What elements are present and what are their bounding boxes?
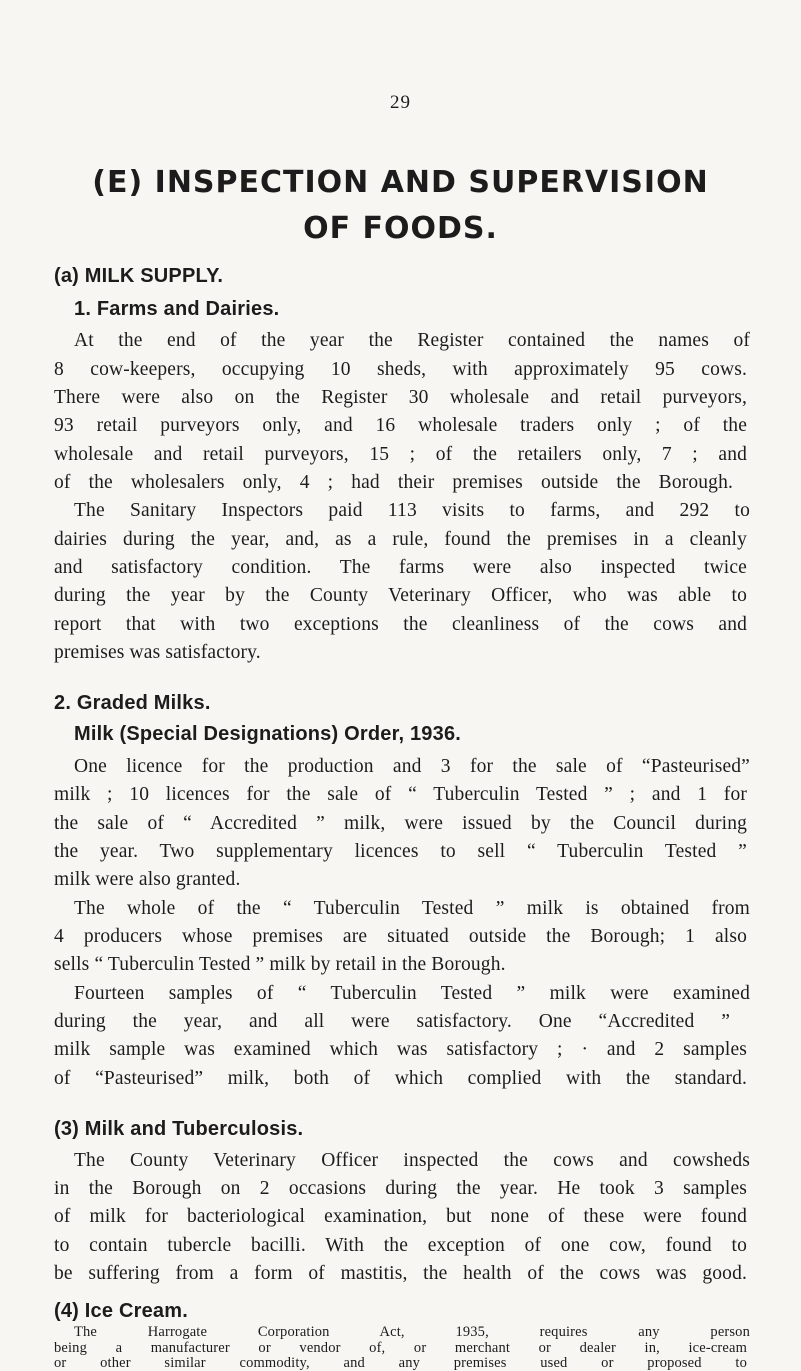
page-number: 29	[390, 92, 411, 113]
paragraph-line: 93 retail purveyors only, and 16 wholesale traders only ; of the	[54, 415, 747, 436]
paragraph-line: and satisfactory condition. The farms were also inspected twice	[54, 557, 747, 578]
paragraph-line: dairies during the year, and, as a rule, found the premises in a cleanly	[54, 529, 747, 550]
paragraph-line: One licence for the production and 3 for the sale of “Pasteurised”	[74, 756, 750, 777]
paragraph-line: sells “ Tuberculin Tested ” milk by retail in the Borough.	[54, 954, 506, 975]
milk-tuberculosis-heading: (3) Milk and Tuberculosis.	[54, 1118, 304, 1140]
paragraph-line: There were also on the Register 30 wholesale and retail purveyors,	[54, 387, 747, 408]
paragraph-line: the sale of “ Accredited ” milk, were issued by the Council during	[54, 813, 747, 834]
special-designations-heading: Milk (Special Designations) Order, 1936.	[74, 723, 462, 745]
paragraph-line: be suffering from a form of mastitis, the health of the cows was good.	[54, 1263, 747, 1284]
farms-dairies-heading: 1. Farms and Dairies.	[74, 298, 280, 320]
paragraph-line: 8 cow-keepers, occupying 10 sheds, with approximately 95 cows.	[54, 359, 747, 380]
paragraph-line: Fourteen samples of “ Tuberculin Tested ” milk were examined	[74, 983, 750, 1004]
paragraph-line: the year. Two supplementary licences to sell “ Tuberculin Tested ”	[54, 841, 747, 862]
paragraph-line: during the year, and all were satisfactory. One “Accredited ”	[54, 1011, 730, 1032]
paragraph-line: report that with two exceptions the cleanliness of the cows and	[54, 614, 747, 635]
paragraph-line: 4 producers whose premises are situated outside the Borough; 1 also	[54, 926, 747, 947]
graded-milks-heading: 2. Graded Milks.	[54, 692, 211, 714]
paragraph-line: being a manufacturer or vendor of, or merchant or dealer in, ice-cream	[54, 1341, 747, 1356]
paragraph-line: premises was satisfactory.	[54, 642, 261, 663]
paragraph-line: of “Pasteurised” milk, both of which complied with the standard.	[54, 1068, 747, 1089]
milk-supply-heading: (a) MILK SUPPLY.	[54, 265, 224, 287]
paragraph-line: milk sample was examined which was satisfactory ; · and 2 samples	[54, 1039, 747, 1060]
paragraph-line: to contain tubercle bacilli. With the exception of one cow, found to	[54, 1235, 747, 1256]
paragraph-line: The Harrogate Corporation Act, 1935, requires any person	[74, 1325, 750, 1340]
ice-cream-heading: (4) Ice Cream.	[54, 1300, 188, 1322]
section-title-continued: OF FOODS.	[303, 211, 498, 246]
paragraph-line: milk ; 10 licences for the sale of “ Tuberculin Tested ” ; and 1 for	[54, 784, 747, 805]
paragraph-line: The whole of the “ Tuberculin Tested ” milk is obtained from	[74, 898, 750, 919]
paragraph-line: milk were also granted.	[54, 869, 241, 890]
paragraph-line: The Sanitary Inspectors paid 113 visits to farms, and 292 to	[74, 500, 750, 521]
paragraph-line: At the end of the year the Register contained the names of	[74, 330, 750, 351]
paragraph-line: of milk for bacteriological examination, but none of these were found	[54, 1206, 747, 1227]
paragraph-line: of the wholesalers only, 4 ; had their premises outside the Borough.	[54, 472, 733, 493]
section-title: (E) INSPECTION AND SUPERVISION	[92, 165, 709, 200]
paragraph-line: or other similar commodity, and any premises used or proposed to	[54, 1356, 747, 1371]
paragraph-line: wholesale and retail purveyors, 15 ; of the retailers only, 7 ; and	[54, 444, 747, 465]
paragraph-line: The County Veterinary Officer inspected the cows and cowsheds	[74, 1150, 750, 1171]
paragraph-line: during the year by the County Veterinary Officer, who was able to	[54, 585, 747, 606]
paragraph-line: in the Borough on 2 occasions during the year. He took 3 samples	[54, 1178, 747, 1199]
